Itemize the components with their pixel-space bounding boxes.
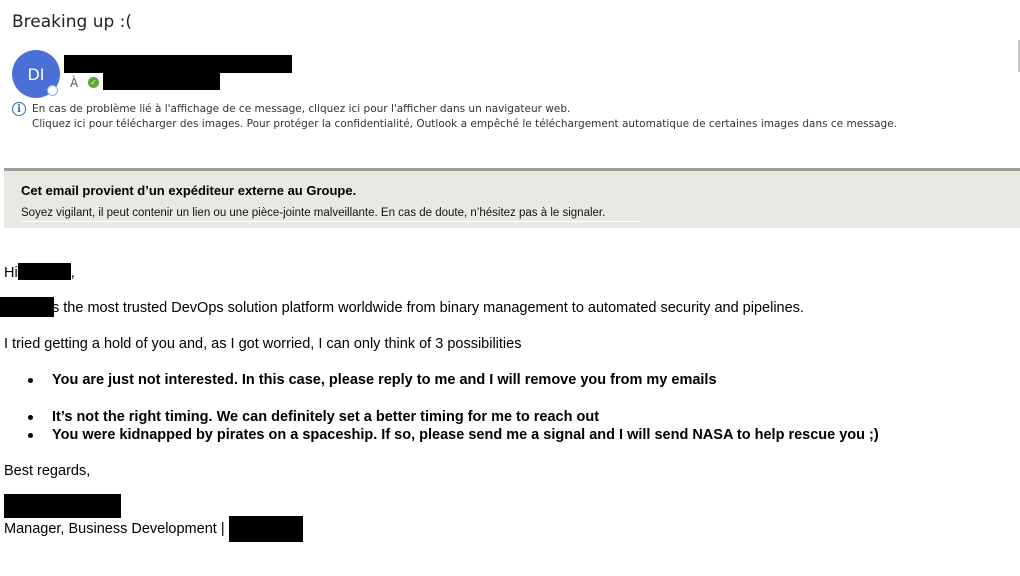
greeting-prefix: Hi [4, 265, 18, 281]
browser-view-notice[interactable]: En cas de problème lié à l'affichage de ce message, cliquez ici pour l'afficher dans un navigateur web. [32, 103, 571, 115]
greeting-suffix: , [70, 265, 75, 281]
company-name-redacted [0, 297, 54, 317]
bullet-dot [28, 433, 33, 438]
email-subject: Breaking up :( [12, 12, 133, 32]
verified-check-icon: ✓ [88, 77, 99, 88]
info-icon: i [12, 102, 26, 116]
signature-title: Manager, Business Development | [4, 521, 225, 537]
avatar-initials: DI [27, 64, 45, 84]
banner-text: Soyez vigilant, il peut contenir un lien ou une pièce-jointe malveillante. En cas de doute, n’hésitez pas à le signaler. [21, 207, 606, 219]
bullet-dot [28, 415, 33, 420]
external-sender-banner [4, 168, 1020, 228]
followup-line: I tried getting a hold of you and, as I got worried, I can only think of 3 possibilities [4, 336, 522, 352]
download-images-notice[interactable]: Cliquez ici pour télécharger des images. Pour protéger la confidentialité, Outlook a empêché le téléchargement automatique de certaines images dans ce message. [32, 118, 897, 130]
list-item-label: You are just not interested. In this case, please reply to me and I will remove you from my emails [52, 372, 717, 388]
banner-underline [21, 221, 641, 222]
recipient-redacted[interactable] [103, 73, 220, 90]
bullet-dot [28, 378, 33, 383]
to-label: À [70, 76, 79, 90]
signature-company-redacted [229, 516, 303, 542]
sender-name-redacted[interactable] [64, 55, 292, 73]
recipient-name-redacted [18, 263, 71, 280]
closing-line: Best regards, [4, 463, 91, 479]
presence-indicator [47, 85, 58, 96]
list-item-label: You were kidnapped by pirates on a spaceship. If so, please send me a signal and I will send NASA to help rescue you ;) [52, 427, 879, 443]
signature-name-redacted [4, 494, 121, 518]
list-item-label: It’s not the right timing. We can definitely set a better timing for me to reach out [52, 409, 600, 425]
intro-line: s the most trusted DevOps solution platform worldwide from binary management to automated security and pipelines. [52, 300, 804, 316]
banner-title: Cet email provient d’un expéditeur externe au Groupe. [21, 183, 357, 198]
greeting-line [4, 263, 75, 281]
